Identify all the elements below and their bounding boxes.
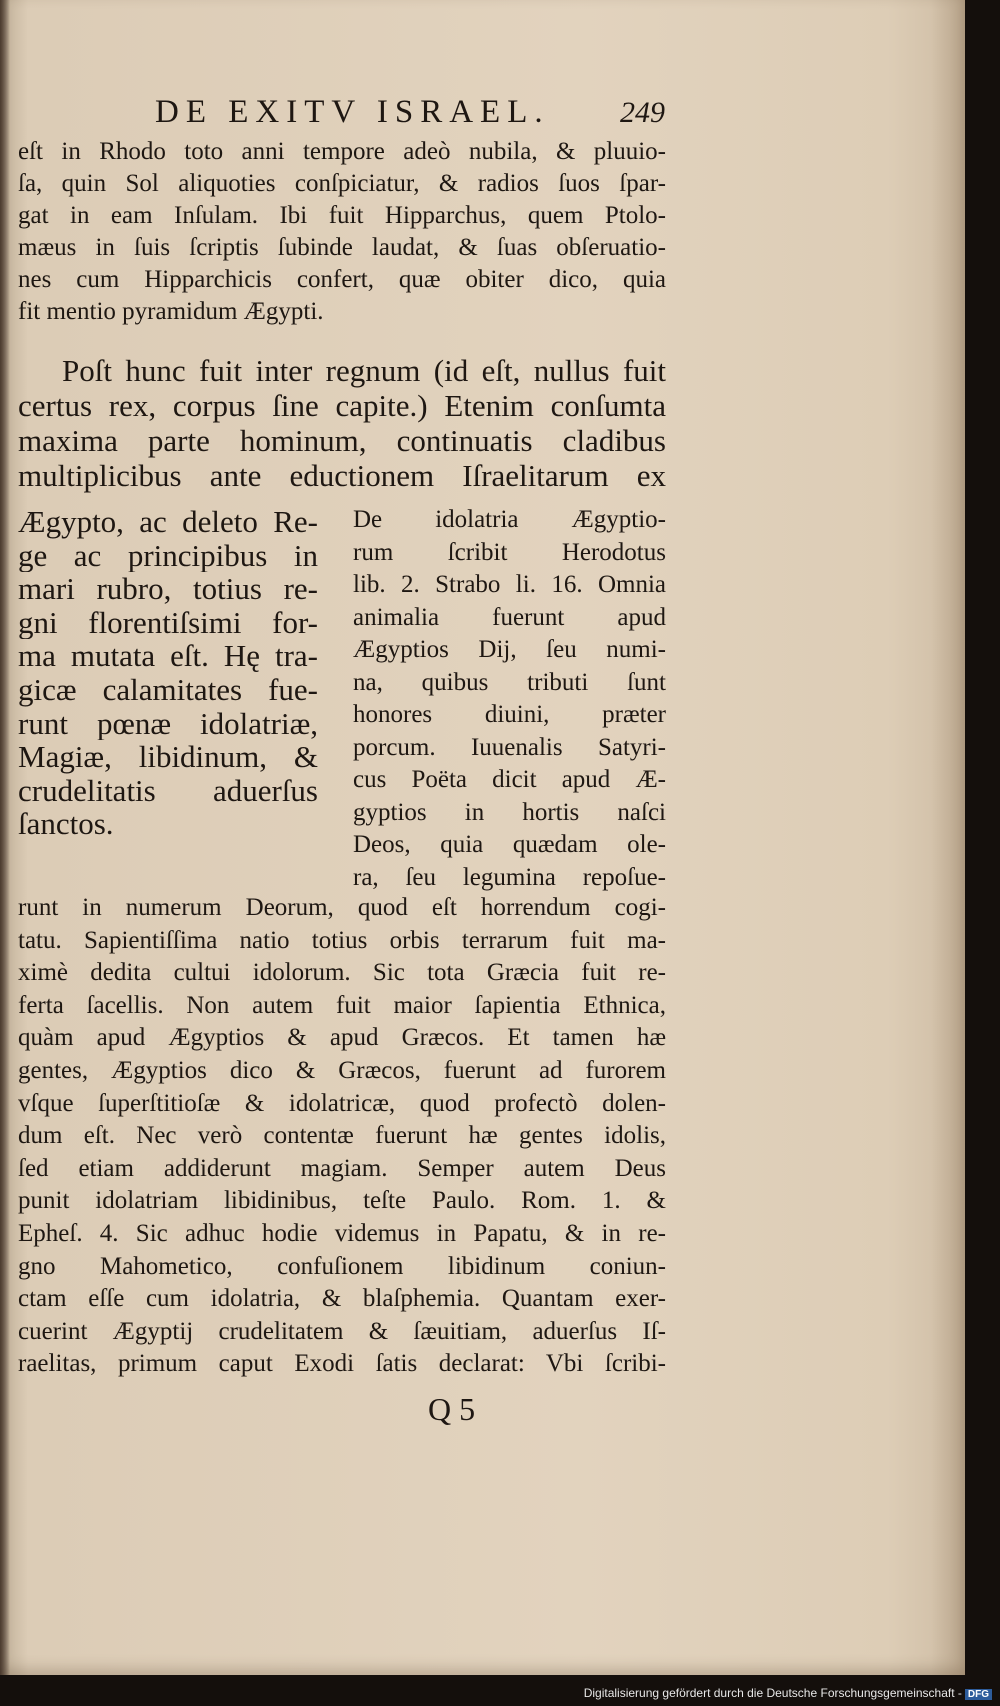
text-line: gno Mahometico, confuſionem libidinum coniun- [18,1252,666,1280]
text-line: runt in numerum Deorum, quod eſt horrendum cogi- [18,894,666,921]
text-line: animalia fuerunt apud [353,603,666,631]
text-line: ſanctos. [18,807,114,841]
text-line: lib. 2. Strabo li. 16. Omnia [353,571,666,598]
signature-mark: Q 5 [428,1391,476,1427]
text-line: vſque ſuperſtitioſæ & idolatricæ, quod profectò dolen- [18,1089,666,1117]
text-line: Magiæ, libidinum, & [18,740,318,774]
dfg-logo: DFG [965,1689,992,1700]
paragraph-1 [18,136,666,328]
credit-text: Digitalisierung gefördert durch die Deutsche Forschungsgemeinschaft - [583,1686,962,1700]
text-line: Deos, quia quædam ole- [353,831,666,858]
text-line: Ægyptios Dij, ſeu numi- [353,636,666,663]
text-line: na, quibus tributi ſunt [353,668,666,696]
marginal-note-column [353,504,666,894]
text-line: gat in eam Inſulam. Ibi fuit Hipparchus, quem Ptolo- [18,202,666,229]
page-number: 249 [620,96,665,129]
text-line: mæus in ſuis ſcriptis ſubinde laudat, & ſuas obſeruatio- [18,234,666,261]
text-line: multiplicibus ante eductionem Iſraelitarum ex [18,458,666,493]
text-line: quàm apud Ægyptios & apud Græcos. Et tamen hæ [18,1024,666,1052]
paragraph-2 [18,353,666,493]
text-line: ge ac principibus in [18,538,318,573]
digitization-credit [584,1686,992,1700]
text-line: ferta ſacellis. Non autem fuit maior ſapientia Ethnica, [18,991,666,1019]
text-line: ma mutata eſt. Hę tra- [18,639,318,673]
text-line: ſed etiam addiderunt magiam. Semper autem Deus [18,1154,666,1182]
text-line: Ægypto, ac deleto Re- [18,505,318,539]
text-line: gentes, Ægyptios dico & Græcos, fuerunt ad furorem [18,1056,666,1084]
text-line: rum ſcribit Herodotus [353,538,666,566]
text-line: ctam eſſe cum idolatria, & blaſphemia. Quantam exer- [18,1285,666,1313]
text-line: honores diuini, præter [353,701,666,728]
main-paragraph [18,892,666,1381]
text-line: ximè dedita cultui idolorum. Sic tota Græcia fuit re- [18,959,666,987]
text-line: mari rubro, totius re- [18,572,318,606]
text-line: gicæ calamitates fue- [18,672,318,707]
left-column [18,505,318,841]
text-line: cuerint Ægyptij crudelitatem & ſæuitiam, aduerſus Iſ- [18,1317,666,1345]
text-line: gyptios in hortis naſci [353,798,666,826]
text-line: raelitas, primum caput Exodi ſatis declarat: Vbi ſcribi- [18,1350,666,1378]
text-line: tatu. Sapientiſſima natio totius orbis terrarum fuit ma- [18,926,666,954]
text-line: nes cum Hipparchicis confert, quæ obiter dico, quia [18,266,666,293]
text-line: maxima parte hominum, continuatis cladibus [18,423,666,458]
text-line: gni florentiſsimi for- [18,605,318,640]
text-line: Poſt hunc fuit inter regnum (id eſt, nullus fuit [62,353,666,388]
text-line: ra, ſeu legumina repoſue- [353,863,666,891]
page-gutter-shadow [0,0,10,1675]
text-line: crudelitatis aduerſus [18,773,318,808]
text-line: porcum. Iuuenalis Satyri- [353,733,666,761]
text-line: dum eſt. Nec verò contentæ fuerunt hæ gentes idolis, [18,1122,666,1150]
text-line: certus rex, corpus ſine capite.) Etenim conſumta [18,388,666,423]
text-line: punit idolatriam libidinibus, teſte Paulo. Rom. 1. & [18,1187,666,1215]
text-line: fit mentio pyramidum Ægypti. [18,298,324,325]
running-head: DE EXITV ISRAEL. [155,94,550,130]
text-line: cus Poëta dicit apud Æ- [353,766,666,793]
text-line: eſt in Rhodo toto anni tempore adeò nubila, & pluuio- [18,138,666,165]
text-line: ſa, quin Sol aliquoties conſpiciatur, & radios ſuos ſpar- [18,170,666,197]
text-line: runt pœnæ idolatriæ, [18,706,318,741]
text-line: Epheſ. 4. Sic adhuc hodie videmus in Papatu, & in re- [18,1219,666,1247]
text-line: De idolatria Ægyptio- [353,506,666,533]
